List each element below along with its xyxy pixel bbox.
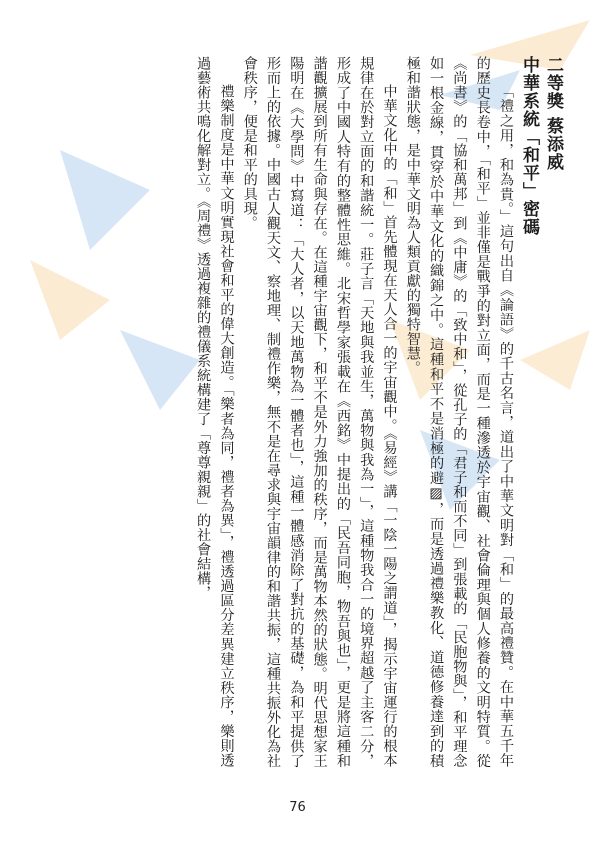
page-number: 76: [289, 800, 306, 815]
title-block: [517, 56, 565, 768]
paragraph-2: 中華文化中的「和」首先體現在天人合一的宇宙觀中。《易經》講「一陰一陽之謂道」，揭示宇宙運行的根本規律在於對立面的和諧統一。莊子言「天地與我並生，萬物與我為一」，這種物我合一的境界超越了主客二分，形成了中國人特有的整體性思維。北宋哲學家張載在《西銘》中提出的「民吾同胞，物吾與也」，更是將這種和諧觀擴展到所有生命與存在。在這種宇宙觀下，和平不是外力強加的秩序，而是萬物本然的狀態。明代思想家王陽明在《大學問》中寫道：「大人者，以天地萬物為一體者也」，這種一體感消除了對抗的基礎，為和平提供了形而上的依據。中國古人觀天文、察地理、制禮作樂，無不是在尋求與宇宙韻律的和諧共振，這種共振外化為社會秩序，便是和平的具現。: [241, 56, 398, 768]
paragraph-1: 「禮之用，和為貴。」這句出自《論語》的千古名言，道出了中華文明對「和」的最高禮贊。在中華五千年的歷史長卷中，「和平」並非僅是戰爭的對立面，而是一種滲透於宇宙觀、社會倫理與個人修養的文明特質。從《尚書》的「協和萬邦」到《中庸》的「致中和」，從孔子的「君子和而不同」到張載的「民胞物與」，和平理念如一根金線，貫穿於中華文化的織錦之中。這種和平不是消極的避▨，而是透過禮樂教化、道德修養達到的積極和諧狀態，是中華文明為人類貢獻的獨特智慧。: [404, 56, 514, 768]
article: [191, 56, 565, 768]
award-line: 二等獎 蔡添威: [543, 56, 563, 171]
paragraph-3: 禮樂制度是中華文明實現社會和平的偉大創造。「樂者為同，禮者為異」，禮透過區分差異建立秩序，樂則透過藝術共鳴化解對立。《周禮》透過複雜的禮儀系統構建了「尊尊親親」的社會結構，: [195, 56, 235, 768]
article-title: 中華系統「和平」密碼: [519, 56, 539, 236]
